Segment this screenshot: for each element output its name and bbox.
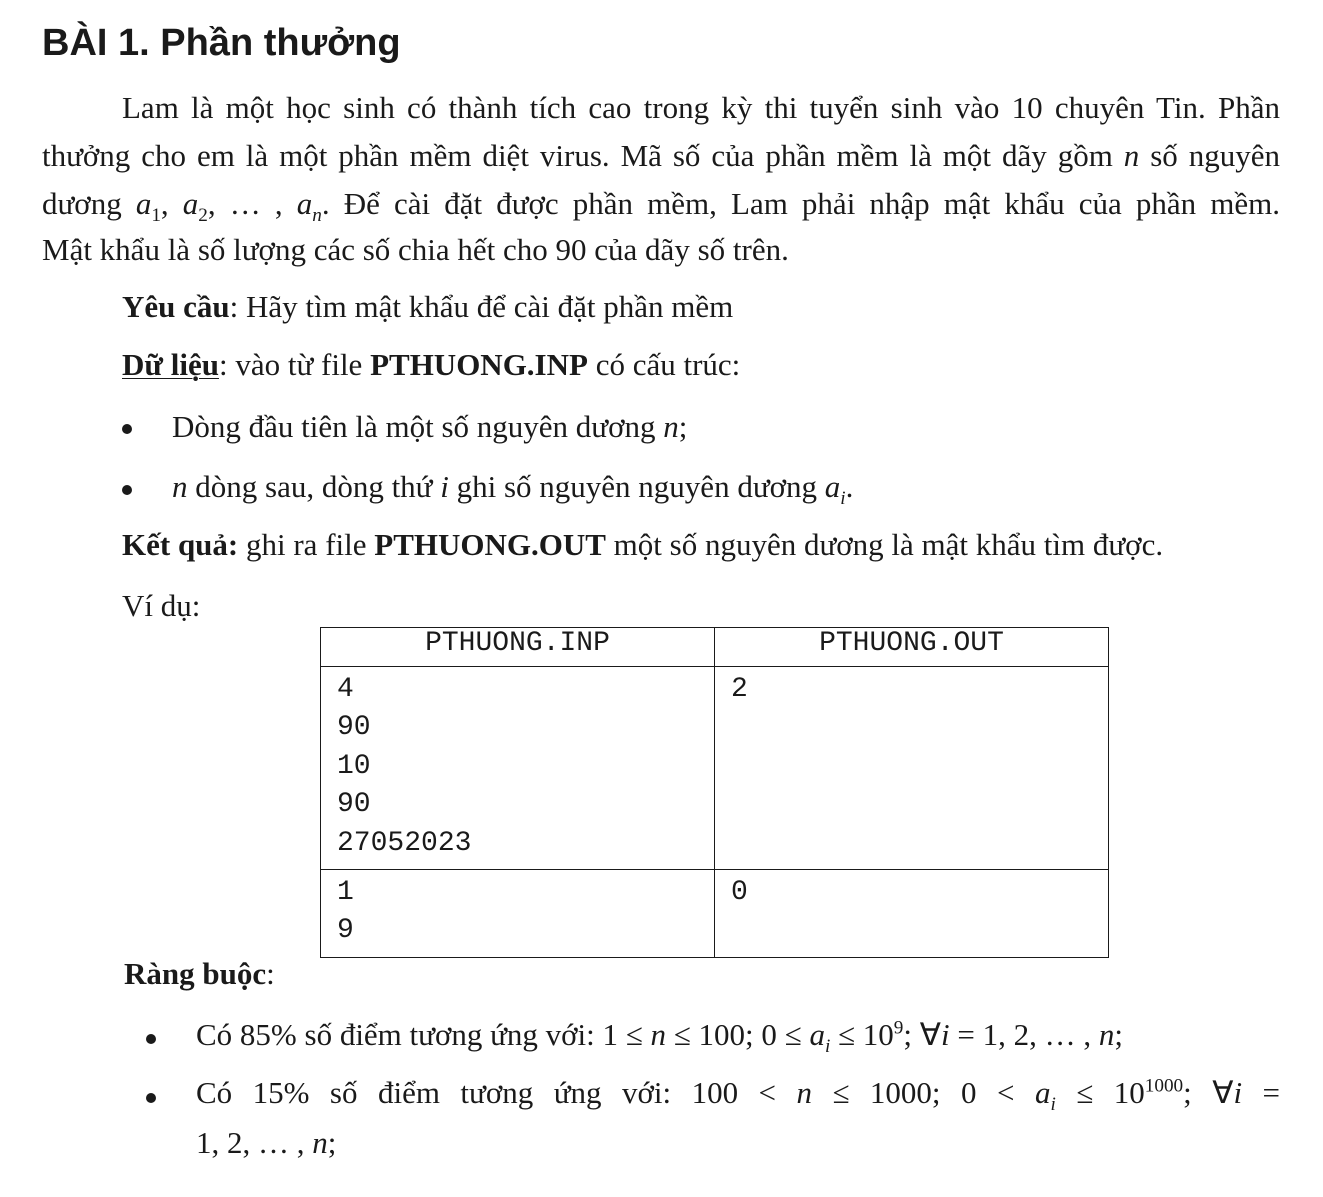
intro-line-2: thưởng cho em là một phần mềm diệt virus. Mã số của phần mềm là một dãy gồm n số nguyên xyxy=(42,138,1280,173)
bullet-dot xyxy=(146,1093,156,1103)
constraints-label: Ràng buộc: xyxy=(124,956,275,991)
intro-line-4: Mật khẩu là số lượng các số chia hết cho 90 của dãy số trên. xyxy=(42,232,789,267)
input-cell: 1 9 xyxy=(321,870,715,958)
input-spec: Dữ liệu: vào từ file PTHUONG.INP có cấu trúc: xyxy=(122,347,741,382)
requirement: Yêu cầu: Hãy tìm mật khẩu để cài đặt phần mềm xyxy=(122,289,734,324)
table-row xyxy=(321,870,1109,958)
header-output-file: PTHUONG.OUT xyxy=(715,628,1109,667)
constraint-2-continued: 1, 2, … , n; xyxy=(196,1125,337,1160)
constraint-1: Có 85% số điểm tương ứng với: 1 ≤ n ≤ 100; $0 \le a_i \le 10^9$; ∀i = 1, 2, … , n; xyxy=(196,1017,1123,1058)
output-cell: 0 xyxy=(715,870,1109,958)
table-row xyxy=(321,667,1109,870)
bullet-dot xyxy=(122,424,132,434)
bullet-dot xyxy=(122,485,132,495)
output-cell: 2 xyxy=(715,667,1109,870)
page-title: BÀI 1. Phần thưởng xyxy=(42,22,401,64)
bullet-dot xyxy=(146,1034,156,1044)
example-table xyxy=(320,627,1109,958)
output-spec: Kết quả: ghi ra file PTHUONG.OUT một số nguyên dương là mật khẩu tìm được. xyxy=(122,527,1164,562)
input-bullet-1: Dòng đầu tiên là một số nguyên dương n; xyxy=(172,409,688,444)
input-bullet-2: n dòng sau, dòng thứ i ghi số nguyên nguyên dương $a_i$. xyxy=(172,469,854,510)
header-input-file: PTHUONG.INP xyxy=(321,628,715,667)
table-header-row xyxy=(321,628,1109,667)
input-cell: 4 90 10 90 27052023 xyxy=(321,667,715,870)
intro-line-1: Lam là một học sinh có thành tích cao trong kỳ thi tuyển sinh vào 10 chuyên Tin. Phần xyxy=(122,90,1280,125)
constraint-2: Có 15% số điểm tương ứng với: 100 < n ≤ 1000; $0 < a_i \le 10^{1000}$; ∀i = xyxy=(196,1075,1281,1116)
intro-line-3: dương $a_1$, $a_2$, … , $a_n$. Để cài đặt được phần mềm, Lam phải nhập mật khẩu của phần mềm. xyxy=(42,186,1281,227)
example-label: Ví dụ: xyxy=(122,588,201,623)
